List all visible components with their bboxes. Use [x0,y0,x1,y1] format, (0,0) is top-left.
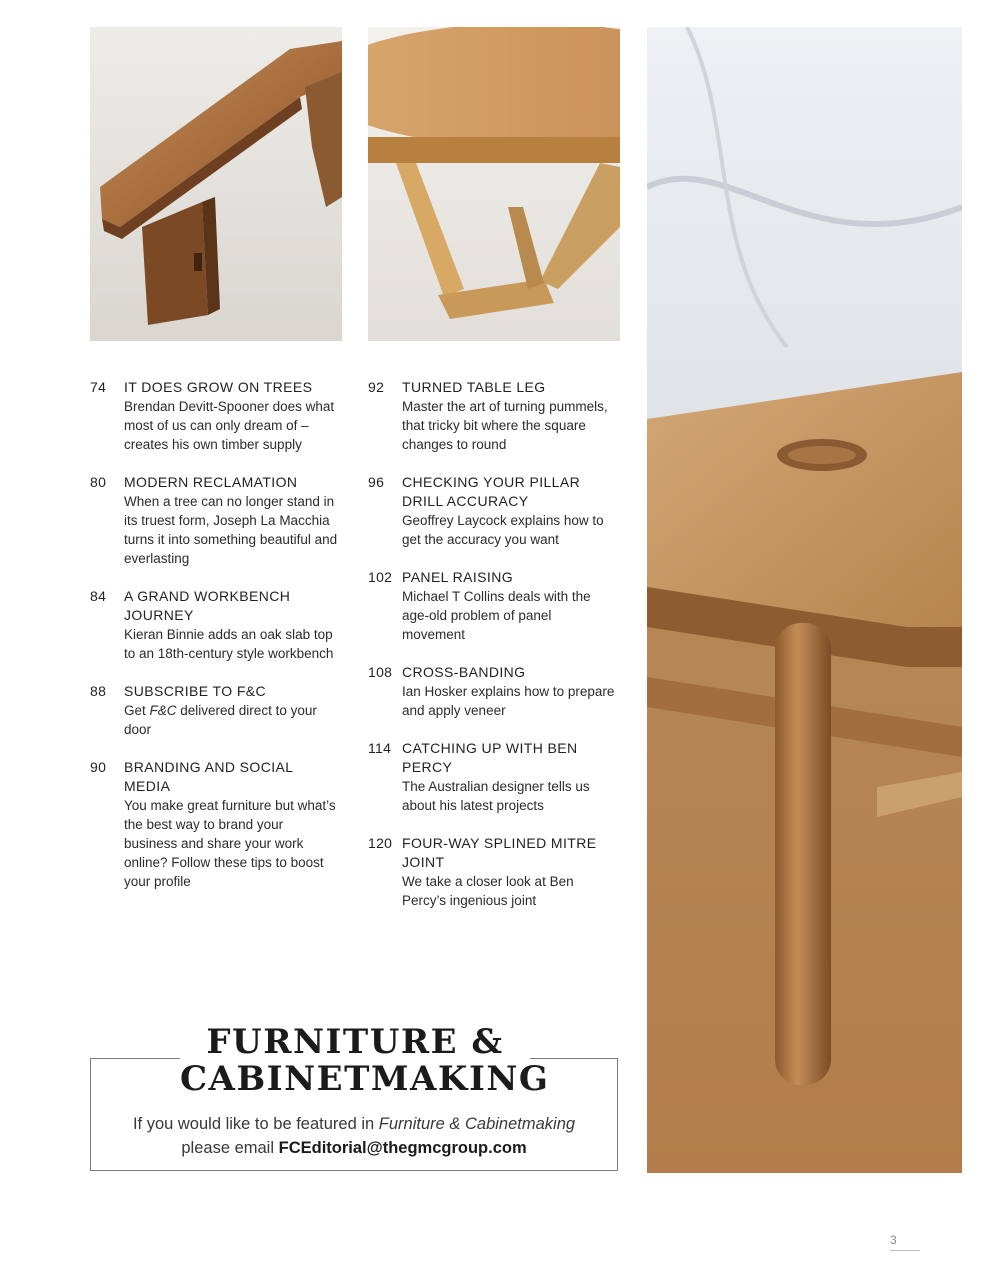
desc-magazine-abbrev: F&C [149,703,177,718]
page-number-ref: 92 [368,379,385,395]
article-description: The Australian designer tells us about his latest projects [402,779,590,813]
contents-entry[interactable] [368,568,618,644]
page-number-ref: 90 [90,759,107,775]
article-description: Geoffrey Laycock explains how to get the accuracy you want [402,513,604,547]
contents-entry[interactable] [368,663,618,720]
contents-entry[interactable] [90,587,340,663]
article-description: When a tree can no longer stand in its truest form, Joseph La Macchia turns it into something beautiful and everlasting [124,494,338,566]
article-description: We take a closer look at Ben Percy’s ingenious joint [402,874,574,908]
contents-entry[interactable] [368,473,618,549]
article-title: MODERN RECLAMATION [124,474,298,490]
article-title: A GRAND WORKBENCH JOURNEY [124,588,291,623]
contact-text: please email [181,1139,279,1157]
contents-entry[interactable] [90,473,340,568]
page-number-ref: 108 [368,664,393,680]
contact-note [90,1112,618,1160]
article-title: CATCHING UP WITH BEN PERCY [402,740,578,775]
page-number-ref: 88 [90,683,107,699]
article-title: BRANDING AND SOCIAL MEDIA [124,759,293,794]
magazine-masthead [180,1022,550,1099]
masthead-line-2: CABINETMAKING [180,1059,550,1099]
contact-text: If you would like to be featured in [132,1115,379,1133]
round-table-photo [368,27,620,341]
article-title: FOUR-WAY SPLINED MITRE JOINT [402,835,597,870]
contents-entry[interactable] [90,378,340,454]
page-number-ref: 120 [368,835,393,851]
article-description: You make great furniture but what’s the best way to brand your business and share your work online? Follow these tips to boost your profile [124,798,336,889]
desc-text: delivered direct to your door [124,703,317,737]
article-title: TURNED TABLE LEG [402,379,546,395]
contents-entry[interactable] [368,378,618,454]
page-number-ref: 102 [368,569,393,585]
editorial-email-link[interactable]: FCEditorial@thegmcgroup.com [278,1139,527,1157]
masthead-line-1: FURNITURE & [206,1022,504,1062]
leg-detail-photo [647,27,962,1173]
page-number-ref: 74 [90,379,107,395]
article-title: IT DOES GROW ON TREES [124,379,313,395]
page-number-ref: 96 [368,474,385,490]
contents-entry[interactable] [368,739,618,815]
contents-entry[interactable] [90,682,340,739]
article-description: Master the art of turning pummels, that tricky bit where the square changes to round [402,399,608,452]
article-description: Ian Hosker explains how to prepare and apply veneer [402,684,615,718]
bench-photo [90,27,342,341]
article-description [124,701,340,739]
page-number-ref: 80 [90,474,107,490]
contents-entry[interactable] [368,834,618,910]
article-description: Brendan Devitt-Spooner does what most of us can only dream of – creates his own timber supply [124,399,335,452]
article-title: SUBSCRIBE TO F&C [124,683,267,699]
magazine-name: Furniture & Cabinetmaking [378,1115,576,1133]
contents-column-right [368,378,618,929]
contents-column-left [90,378,340,910]
article-title: CROSS-BANDING [402,664,526,680]
article-description: Michael T Collins deals with the age-old problem of panel movement [402,589,591,642]
page-number: 3 [890,1233,920,1251]
article-title: PANEL RAISING [402,569,514,585]
article-title: CHECKING YOUR PILLAR DRILL ACCURACY [402,474,581,509]
article-description: Kieran Binnie adds an oak slab top to an 18th-century style workbench [124,627,334,661]
page-number-ref: 114 [368,740,392,756]
contents-entry[interactable] [90,758,340,891]
page-number-ref: 84 [90,588,107,604]
desc-text: Get [124,703,150,718]
